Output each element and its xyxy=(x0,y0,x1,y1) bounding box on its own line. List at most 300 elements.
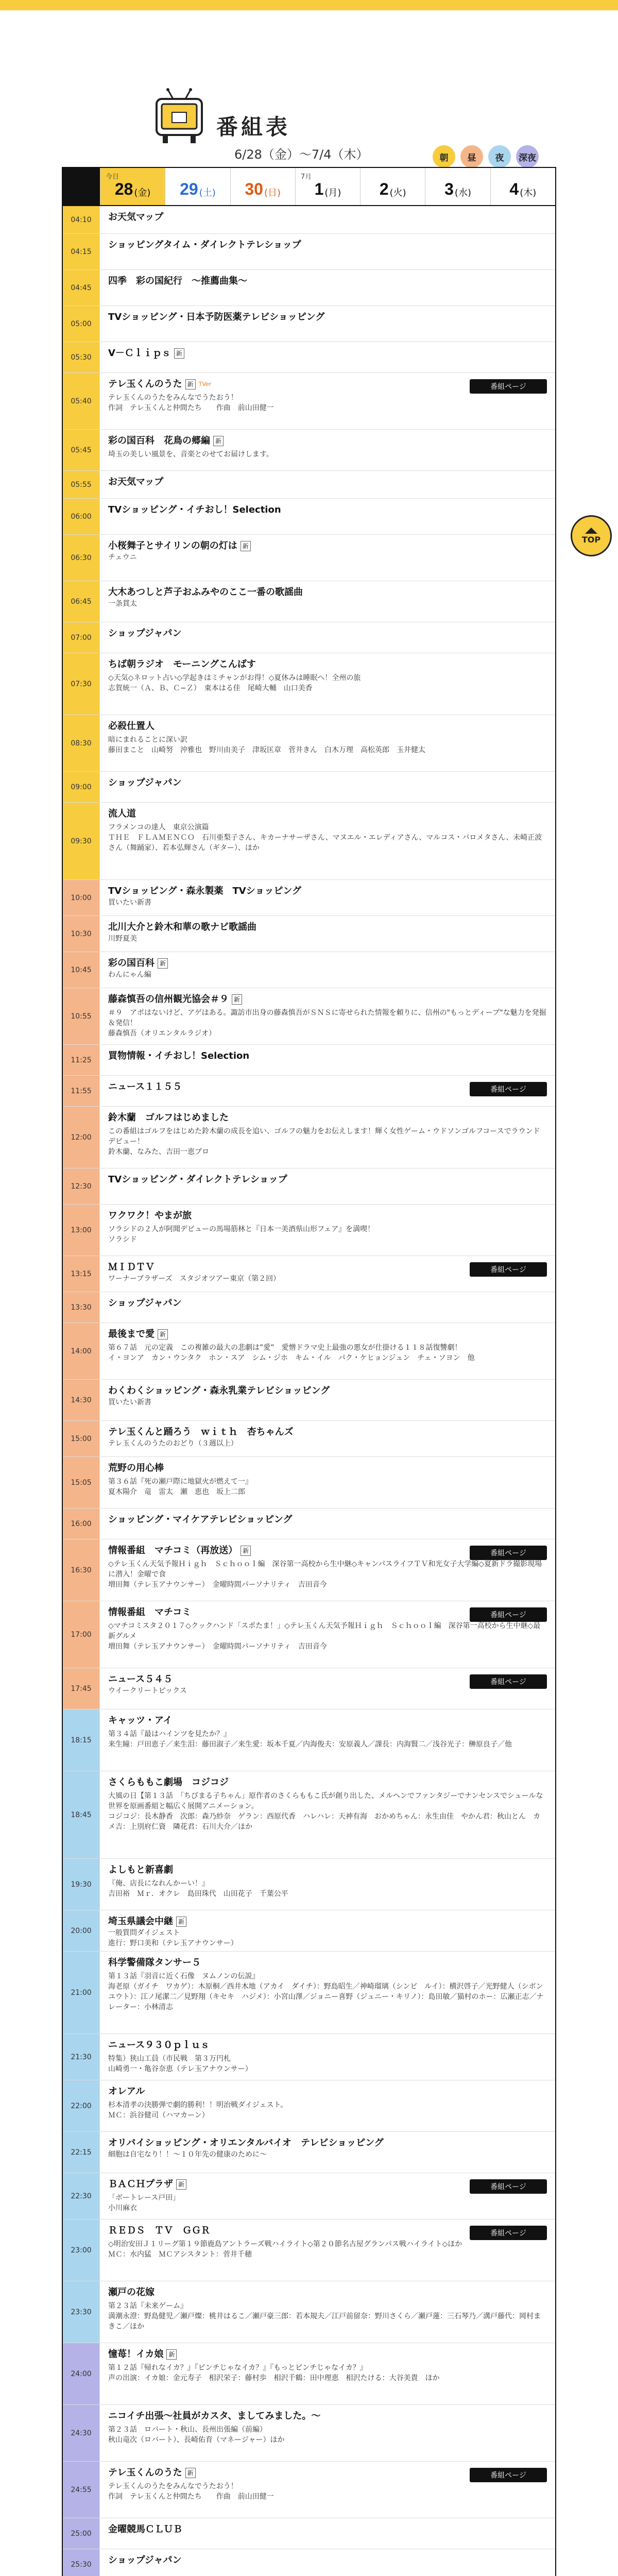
program-cell[interactable] xyxy=(100,2343,555,2404)
program-cast: 作詞 テレ玉くんと仲間たち 作曲 前山田健一 xyxy=(108,2493,274,2501)
program-page-button[interactable]: 番組ページ xyxy=(470,1674,547,1689)
program-row xyxy=(63,916,555,952)
program-page-button[interactable]: 番組ページ xyxy=(470,2179,547,2194)
program-title: 彩の国百科 xyxy=(108,958,154,969)
program-row xyxy=(63,2173,555,2219)
program-title-line xyxy=(108,1210,547,1222)
program-title-line xyxy=(108,628,547,640)
program-time: 24:30 xyxy=(63,2405,100,2461)
program-row xyxy=(63,430,555,471)
program-page-button[interactable]: 番組ページ xyxy=(470,1262,547,1277)
program-desc: ◇マチコミスタ２０１７◇クックハンド「スポたま！」◇テレ玉くん天気予報Ｈｉｇｈ Ｓｃｈｏｏｌ編 深谷第一高校から生中継◇最新グルメ xyxy=(108,1622,541,1640)
program-title: 小桜舞子とサイリンの朝の灯は xyxy=(108,540,237,551)
schedule-grid xyxy=(62,167,556,2576)
program-cell[interactable] xyxy=(100,1952,555,2033)
program-time: 14:00 xyxy=(63,1323,100,1379)
program-time: 22:30 xyxy=(63,2173,100,2219)
program-cast: チェウニ xyxy=(108,553,137,562)
program-row xyxy=(63,1076,555,1107)
program-row xyxy=(63,1709,555,1771)
day-tab-caption: 今日 xyxy=(106,173,119,181)
day-tab-weekday: (月) xyxy=(324,188,341,198)
back-to-top-button[interactable] xyxy=(571,515,612,556)
program-page-button[interactable]: 番組ページ xyxy=(470,2468,547,2482)
date-range: 6/28（金）〜7/4（木） xyxy=(234,147,369,162)
program-cast: わんにゃん編 xyxy=(108,971,151,979)
program-time: 12:30 xyxy=(63,1168,100,1204)
day-tab-weekday: (金) xyxy=(134,188,151,198)
program-time: 14:30 xyxy=(63,1380,100,1420)
program-desc: ◇明治安田Ｊ１リーグ第１９節鹿島アントラーズ戦ハイライト◇第２０節名古屋グランパス戦ハイライト◇ほか xyxy=(108,2240,462,2248)
program-page-button[interactable]: 番組ページ xyxy=(470,379,547,394)
program-time: 06:45 xyxy=(63,581,100,622)
program-cell[interactable] xyxy=(100,234,555,269)
program-title: お天気マップ xyxy=(108,212,164,223)
program-cell[interactable] xyxy=(100,1380,555,1420)
program-cell[interactable] xyxy=(100,1539,555,1601)
program-cell[interactable] xyxy=(100,2219,555,2281)
program-title-line xyxy=(108,1328,547,1341)
program-title-line xyxy=(108,2039,547,2052)
program-time: 19:30 xyxy=(63,1859,100,1910)
top-bar xyxy=(0,0,618,10)
day-tab[interactable] xyxy=(230,168,295,205)
program-cast: 山崎勇一・亀谷奈恵（テレ玉アナウンサー） xyxy=(108,2065,252,2073)
program-cast: 藤田まこと 山崎努 沖雅也 野川由美子 津坂匡章 菅井きん 白木万理 高松英郎 玉井健太 xyxy=(108,746,425,754)
day-tab[interactable] xyxy=(295,168,360,205)
program-time: 05:45 xyxy=(63,430,100,470)
program-title-line xyxy=(108,777,547,789)
program-cell[interactable] xyxy=(100,1205,555,1256)
program-time: 22:15 xyxy=(63,2132,100,2173)
program-title-line xyxy=(108,885,547,897)
program-title: 流人道 xyxy=(108,808,136,819)
program-cell[interactable] xyxy=(100,1292,555,1323)
program-title: 藤森慎吾の信州観光協会＃９ xyxy=(108,994,229,1005)
day-tab[interactable] xyxy=(165,168,230,205)
program-time: 23:30 xyxy=(63,2281,100,2343)
program-cast: 海老原（ガイチ ワカゲ）：木原桐／西井木地（アカイ ダイチ）：野島昭生／神崎瑠璃（シンビ ルイ）：横沢啓子／光野健人（シボン ユウト）：江ノ尾潔二／見野翔（キセキ ハジメ）：小宮山澤／ジョニー喜野（ジュニー・キリノ）：島田敏／猫村のホー：広瀬正志／ナレーター：小林清志 xyxy=(108,1982,551,2011)
program-cell[interactable] xyxy=(100,1457,555,1508)
program-cast: 一条貫太 xyxy=(108,600,137,608)
program-time: 07:30 xyxy=(63,653,100,715)
program-title: ちば朝ラジオ モーニングこんばす xyxy=(108,659,256,670)
program-desc: 特集）狭山工員（市民戦 第３万円札 xyxy=(108,2055,231,2063)
program-title: テレ玉くんと踊ろう ｗｉｔｈ 杏ちゃんズ xyxy=(108,1427,294,1437)
program-cell[interactable] xyxy=(100,2080,555,2131)
program-desc: 杉本清孝の決勝弾で劇的勝利！！明治戦ダイジェスト。 xyxy=(108,2101,288,2109)
program-title: 憧苺！イカ娘 xyxy=(108,2349,164,2360)
program-cast: 細胞は自宅なり！！〜１０年先の健康のために〜 xyxy=(108,2150,267,2159)
program-cast: 秋山竜次（ロバート）、長崎佑育（マネージャー）ほか xyxy=(108,2436,285,2444)
program-page-button[interactable]: 番組ページ xyxy=(470,1546,547,1560)
program-row xyxy=(63,1168,555,1205)
program-time: 20:00 xyxy=(63,1910,100,1951)
program-title-line xyxy=(108,993,547,1006)
program-title-line xyxy=(108,2523,547,2536)
program-cast: 夏木陽介 竜 雷太 瀬 恵也 坂上二郎 xyxy=(108,1488,245,1496)
program-time: 05:55 xyxy=(63,471,100,498)
program-title: 必殺仕置人 xyxy=(108,721,154,732)
program-row xyxy=(63,2343,555,2405)
program-cast: ＭＣ：水内猛 ＭＣアシスタント：菅井千穂 xyxy=(108,2250,252,2259)
program-desc: テレ玉くんのうたをみんなでうたおう！ xyxy=(108,394,238,402)
new-badge: 新 xyxy=(166,2349,177,2360)
day-header-corner xyxy=(63,168,100,205)
program-cell[interactable] xyxy=(100,2281,555,2343)
program-cell[interactable] xyxy=(100,880,555,916)
program-title-line xyxy=(108,1514,547,1526)
new-badge: 新 xyxy=(176,2179,186,2190)
program-cell[interactable] xyxy=(100,1076,555,1106)
program-time: 15:05 xyxy=(63,1457,100,1508)
program-cell[interactable] xyxy=(100,270,555,306)
program-time: 05:30 xyxy=(63,342,100,372)
program-row xyxy=(63,1256,555,1292)
day-tab-weekday: (木) xyxy=(520,188,537,198)
program-time: 16:00 xyxy=(63,1509,100,1539)
page-header xyxy=(0,10,618,165)
program-title: 荒野の用心棒 xyxy=(108,1463,164,1473)
back-to-top-label: TOP xyxy=(581,534,601,545)
program-cast: 鈴木蘭、なみた、吉田一恵プロ xyxy=(108,1148,209,1156)
program-row xyxy=(63,1539,555,1601)
program-row xyxy=(63,772,555,803)
program-row xyxy=(63,499,555,535)
program-cell[interactable] xyxy=(100,342,555,372)
program-row xyxy=(63,2132,555,2173)
day-tab-weekday: (土) xyxy=(199,188,216,198)
day-tab-number: 2 xyxy=(379,180,389,198)
program-cast: テレ玉くんのうたのおどり（３週以上） xyxy=(108,1439,238,1448)
program-title: TVショッピング・森永製薬 TVショッピング xyxy=(108,886,301,896)
day-tab-weekday: (火) xyxy=(389,188,406,198)
program-row xyxy=(63,270,555,306)
program-title: キャッツ・アイ xyxy=(108,1715,173,1726)
program-title-line xyxy=(108,2286,547,2299)
program-title: オリバイショッピング・オリエンタルバイオ テレビショッピング xyxy=(108,2138,384,2148)
program-cell[interactable] xyxy=(100,499,555,534)
program-row xyxy=(63,1509,555,1539)
program-title: 情報番組 マチコミ xyxy=(108,1607,192,1618)
program-title-line xyxy=(108,476,547,488)
program-time: 13:00 xyxy=(63,1205,100,1256)
program-row xyxy=(63,1323,555,1380)
program-title-line xyxy=(108,275,547,287)
program-title-line xyxy=(108,1715,547,1727)
program-row xyxy=(63,2405,555,2462)
new-badge: 新 xyxy=(176,1917,186,1927)
program-desc: ソラシドの２人が阿聞デビューの馬場筋林と『日本一美酒県山形フェア』を満喫！ xyxy=(108,1225,375,1233)
day-tab-weekday: (水) xyxy=(454,188,471,198)
program-time: 06:00 xyxy=(63,499,100,534)
program-cell[interactable] xyxy=(100,1256,555,1292)
new-badge: 新 xyxy=(241,541,251,551)
program-title: ニュース５４５ xyxy=(108,1674,173,1685)
legend-item: 昼 xyxy=(460,145,483,168)
program-desc: 第１３話『羽音に近く石像 ヌムノンの伝説』 xyxy=(108,1972,260,1980)
program-row xyxy=(63,1668,555,1709)
program-cell[interactable] xyxy=(100,2549,555,2576)
program-title-line xyxy=(108,2410,547,2422)
day-tab[interactable] xyxy=(490,168,555,205)
program-page-button[interactable]: 番組ページ xyxy=(470,1607,547,1622)
program-desc: 暗にまれることに深い訳 xyxy=(108,736,187,744)
program-cast: ウイークリートピックス xyxy=(108,1687,187,1695)
program-title-line xyxy=(108,1297,547,1310)
program-time: 04:10 xyxy=(63,206,100,233)
program-cell[interactable] xyxy=(100,622,555,653)
program-desc: 「ボートレース戸田」 xyxy=(108,2194,180,2202)
program-row xyxy=(63,2080,555,2132)
program-cell[interactable] xyxy=(100,1421,555,1456)
program-title-line xyxy=(108,957,547,970)
program-row xyxy=(63,2034,555,2080)
program-title: ショッピングタイム・ダイレクトテレショップ xyxy=(108,240,301,250)
program-row xyxy=(63,2462,555,2518)
day-tab[interactable] xyxy=(360,168,425,205)
program-row xyxy=(63,1045,555,1076)
program-time: 09:00 xyxy=(63,772,100,802)
program-cast: ワーナーブラザーズ スタジオツアー東京（第２回） xyxy=(108,1275,281,1283)
program-time: 18:45 xyxy=(63,1771,100,1858)
program-title: ショップジャパン xyxy=(108,2555,182,2566)
program-cast: 作詞 テレ玉くんと仲間たち 作曲 前山田健一 xyxy=(108,404,274,412)
program-time: 18:15 xyxy=(63,1709,100,1771)
program-cast: イ・ヨンア カン・ウンタク ホン・スア シム・ジホ キム・イル パク・ケヒョンジュン チェ・ソヨン 他 xyxy=(108,1354,475,1362)
program-title: テレ玉くんのうた xyxy=(108,2467,182,2478)
program-time: 23:00 xyxy=(63,2219,100,2281)
day-tab-number: 4 xyxy=(509,180,519,198)
program-title-line xyxy=(108,1112,547,1124)
program-cell[interactable] xyxy=(100,373,555,429)
program-cell[interactable] xyxy=(100,1601,555,1668)
program-title: 情報番組 マチコミ（再放送） xyxy=(108,1545,238,1556)
program-cell[interactable] xyxy=(100,430,555,470)
program-title: ニュース９３０ｐｌｕｓ xyxy=(108,2040,210,2050)
program-time: 15:00 xyxy=(63,1421,100,1456)
program-row xyxy=(63,1601,555,1668)
program-cell[interactable] xyxy=(100,206,555,233)
program-cell[interactable] xyxy=(100,1709,555,1771)
program-row xyxy=(63,715,555,772)
program-cell[interactable] xyxy=(100,306,555,342)
program-cell[interactable] xyxy=(100,1323,555,1379)
program-cell[interactable] xyxy=(100,988,555,1044)
program-row xyxy=(63,342,555,373)
program-time: 24:55 xyxy=(63,2462,100,2518)
program-time: 07:00 xyxy=(63,622,100,653)
program-title: さくらももこ劇場 コジコジ xyxy=(108,1777,229,1788)
program-cell[interactable] xyxy=(100,653,555,715)
program-row xyxy=(63,1380,555,1421)
program-row xyxy=(63,653,555,715)
program-extra: 進行：野口美和（テレ玉アナウンサー） xyxy=(108,1939,238,1947)
program-row xyxy=(63,952,555,988)
program-title-line xyxy=(108,586,547,599)
program-title-line xyxy=(108,1385,547,1397)
program-time: 13:15 xyxy=(63,1256,100,1292)
program-time: 04:45 xyxy=(63,270,100,306)
program-cast: コジコジ：長木静香 次郎：森乃紗奈 ゲラン：西原代香 ハレハレ：天神有海 おかめちゃん：永生由佳 やかん君：秋山とん カメ吉：上別府仁資 隣花君：石川大介／ほか xyxy=(108,1812,541,1831)
program-time: 11:25 xyxy=(63,1045,100,1075)
legend-item: 深夜 xyxy=(516,145,539,168)
program-row xyxy=(63,988,555,1045)
program-cell[interactable] xyxy=(100,1168,555,1204)
program-time: 13:30 xyxy=(63,1292,100,1323)
new-badge: 新 xyxy=(158,1329,168,1340)
program-title: ショッピング・マイケアテレビショッピング xyxy=(108,1514,293,1525)
program-title: 大木あつしと芦子おふみやのここ一番の歌謡曲 xyxy=(108,587,303,598)
program-cell[interactable] xyxy=(100,1859,555,1910)
day-tab-weekday: (日) xyxy=(264,188,281,198)
program-row xyxy=(63,1421,555,1457)
program-title-line xyxy=(108,921,547,934)
program-desc: 第６７話 元の定義 この複雑の最大の悲劇は”愛” 愛憎ドラマ史上最強の悪女が仕掛ける１１８話復讐劇！ xyxy=(108,1344,462,1352)
program-time: 10:55 xyxy=(63,988,100,1044)
program-title: 最後まで愛 xyxy=(108,1329,154,1340)
program-cell[interactable] xyxy=(100,1107,555,1168)
program-cell[interactable] xyxy=(100,916,555,952)
program-row xyxy=(63,1952,555,2034)
program-time: 06:30 xyxy=(63,535,100,581)
day-tab-number: 1 xyxy=(314,180,324,198)
program-title: ＢＡＣＨプラザ xyxy=(108,2179,173,2190)
program-cell[interactable] xyxy=(100,772,555,802)
program-title: TVショッピング・日本予防医薬テレビショッピング xyxy=(108,312,325,323)
program-cell[interactable] xyxy=(100,715,555,771)
program-cell[interactable] xyxy=(100,2173,555,2219)
program-cast: 藤森慎吾（オリエンタルラジオ） xyxy=(108,1029,216,1038)
program-title: ショップジャパン xyxy=(108,628,182,639)
program-title: お天気マップ xyxy=(108,477,164,487)
program-time: 17:00 xyxy=(63,1601,100,1668)
program-time: 16:30 xyxy=(63,1539,100,1601)
day-tab-number: 3 xyxy=(444,180,454,198)
new-badge: 新 xyxy=(185,379,196,389)
program-cell[interactable] xyxy=(100,2518,555,2549)
day-tab[interactable] xyxy=(100,168,165,205)
program-page-button[interactable]: 番組ページ xyxy=(470,2226,547,2240)
program-time: 25:00 xyxy=(63,2518,100,2549)
new-badge: 新 xyxy=(213,436,224,446)
program-time: 10:45 xyxy=(63,952,100,988)
program-cell[interactable] xyxy=(100,2405,555,2461)
program-cell[interactable] xyxy=(100,1509,555,1539)
new-badge: 新 xyxy=(158,958,168,969)
program-row xyxy=(63,2219,555,2281)
program-cell[interactable] xyxy=(100,2034,555,2080)
program-page-button[interactable]: 番組ページ xyxy=(470,1082,547,1096)
program-row xyxy=(63,1859,555,1910)
day-tabs xyxy=(63,168,555,206)
program-title: ニコイチ出張〜社員がカスタ、ましてみました。〜 xyxy=(108,2411,321,2421)
program-cell[interactable] xyxy=(100,535,555,581)
program-desc: テレ玉くんのうたをみんなでうたおう！ xyxy=(108,2482,238,2490)
program-cast: 来生瞳：戸田恵子／来生泪：藤田淑子／来生愛：坂本千夏／内海俊夫：安原義人／課長：内海賢二／浅谷光子：榊原良子／他 xyxy=(108,1740,512,1749)
new-badge: 新 xyxy=(174,348,184,359)
program-cell[interactable] xyxy=(100,1771,555,1858)
program-title-line xyxy=(108,1462,547,1475)
program-row xyxy=(63,1910,555,1952)
program-title: 鈴木蘭 ゴルフはじめました xyxy=(108,1112,229,1123)
program-title-line xyxy=(108,808,547,820)
program-title: ニュース１１５５ xyxy=(108,1081,182,1092)
program-row xyxy=(63,535,555,581)
program-title-line xyxy=(108,540,547,552)
legend-item: 朝 xyxy=(433,145,455,168)
program-title-line xyxy=(108,2086,547,2098)
program-row xyxy=(63,2549,555,2576)
program-cell[interactable] xyxy=(100,471,555,498)
program-title: ショップジャパン xyxy=(108,1298,182,1309)
program-desc: この番組はゴルフをはじめた鈴木蘭の成長を追い、ゴルフの魅力をお伝えします！輝く女性ゲーム・ウドソンゴルフコースでラウンドデビュー！ xyxy=(108,1127,540,1146)
program-title-line xyxy=(108,504,547,516)
program-row xyxy=(63,1107,555,1168)
program-row xyxy=(63,306,555,342)
program-title: V－Ｃｌｉｐｓ xyxy=(108,348,171,359)
program-cell[interactable] xyxy=(100,1045,555,1075)
program-title: わくわくショッピング・森永乳業テレビショッピング xyxy=(108,1385,330,1396)
program-title-line xyxy=(108,347,547,360)
program-title-line xyxy=(108,658,547,671)
program-title-line xyxy=(108,1426,547,1438)
program-title: よしもと新喜劇 xyxy=(108,1865,173,1875)
program-title: 彩の国百科 花鳥の郷編 xyxy=(108,435,210,446)
program-cast: 増田舞（テレ玉アナウンサー） 金曜時間パーソナリティ 吉田音今 xyxy=(108,1642,327,1651)
arrow-up-icon xyxy=(585,528,597,534)
program-desc: 第３６話『死の瀬戸際に地獄火が燃えて一』 xyxy=(108,1478,252,1486)
program-title: ショップジャパン xyxy=(108,777,182,788)
program-title: 金曜競馬ＣＬＵＢ xyxy=(108,2524,182,2535)
program-row xyxy=(63,1771,555,1859)
program-time: 17:45 xyxy=(63,1668,100,1709)
program-time: 10:00 xyxy=(63,880,100,916)
program-cell[interactable] xyxy=(100,2462,555,2518)
program-title-line xyxy=(108,2554,547,2567)
program-title-line xyxy=(108,435,547,447)
program-title: ＲＥＤＳ ＴＶ ＧＧＲ xyxy=(108,2225,210,2236)
page-title: 番組表 xyxy=(216,114,291,140)
program-cell[interactable] xyxy=(100,2132,555,2173)
program-desc: 第２３話『未来ゲーム』 xyxy=(108,2302,187,2310)
program-title-line xyxy=(108,1916,547,1928)
day-tab-number: 30 xyxy=(245,180,263,198)
program-desc: 第３４話『最はハインツを見たか？』 xyxy=(108,1730,231,1738)
program-time: 25:30 xyxy=(63,2549,100,2576)
program-desc: 大風の日【第１３話 「ちびまる子ちゃん」原作者のさくらももこ氏が創り出した、メルヘンでファンタジーでナンセンスでシュールな世界を原画番組と幅広く展開アニメーション。 xyxy=(108,1792,543,1810)
program-cell[interactable] xyxy=(100,803,555,879)
program-title-line xyxy=(108,1864,547,1876)
program-row xyxy=(63,2518,555,2549)
program-row xyxy=(63,471,555,499)
program-cell[interactable] xyxy=(100,1668,555,1709)
program-cell[interactable] xyxy=(100,952,555,988)
program-desc: ◇天気◇ネロット占い◇学起きはミチャンがお得！◇夏休みは睡眠へ！全州の旅 xyxy=(108,674,361,682)
day-tab[interactable] xyxy=(425,168,490,205)
program-cell[interactable] xyxy=(100,581,555,622)
program-cast: ＭＣ：浜谷健司（ハマカーン） xyxy=(108,2111,209,2120)
program-desc: 埼玉の美しい風景を、音楽とのせてお届けします。 xyxy=(108,450,273,459)
program-time: 05:40 xyxy=(63,373,100,429)
program-title-line xyxy=(108,720,547,733)
program-time: 21:00 xyxy=(63,1952,100,2033)
program-cell[interactable] xyxy=(100,1910,555,1951)
day-tab-caption: 7月 xyxy=(300,173,312,181)
program-title-line xyxy=(108,2137,547,2149)
new-badge: 新 xyxy=(185,2468,196,2478)
program-cast: ＴＨＥ ＦＬＡＭＥＮＣＯ 石川亜梨子さん、キカーナサーザさん、マヌエル・エレディアさん、マルコス・バロメタさん、未崎正波さん（舞踊家）、若本弘輝さん（ギター）、ほか xyxy=(108,834,542,852)
